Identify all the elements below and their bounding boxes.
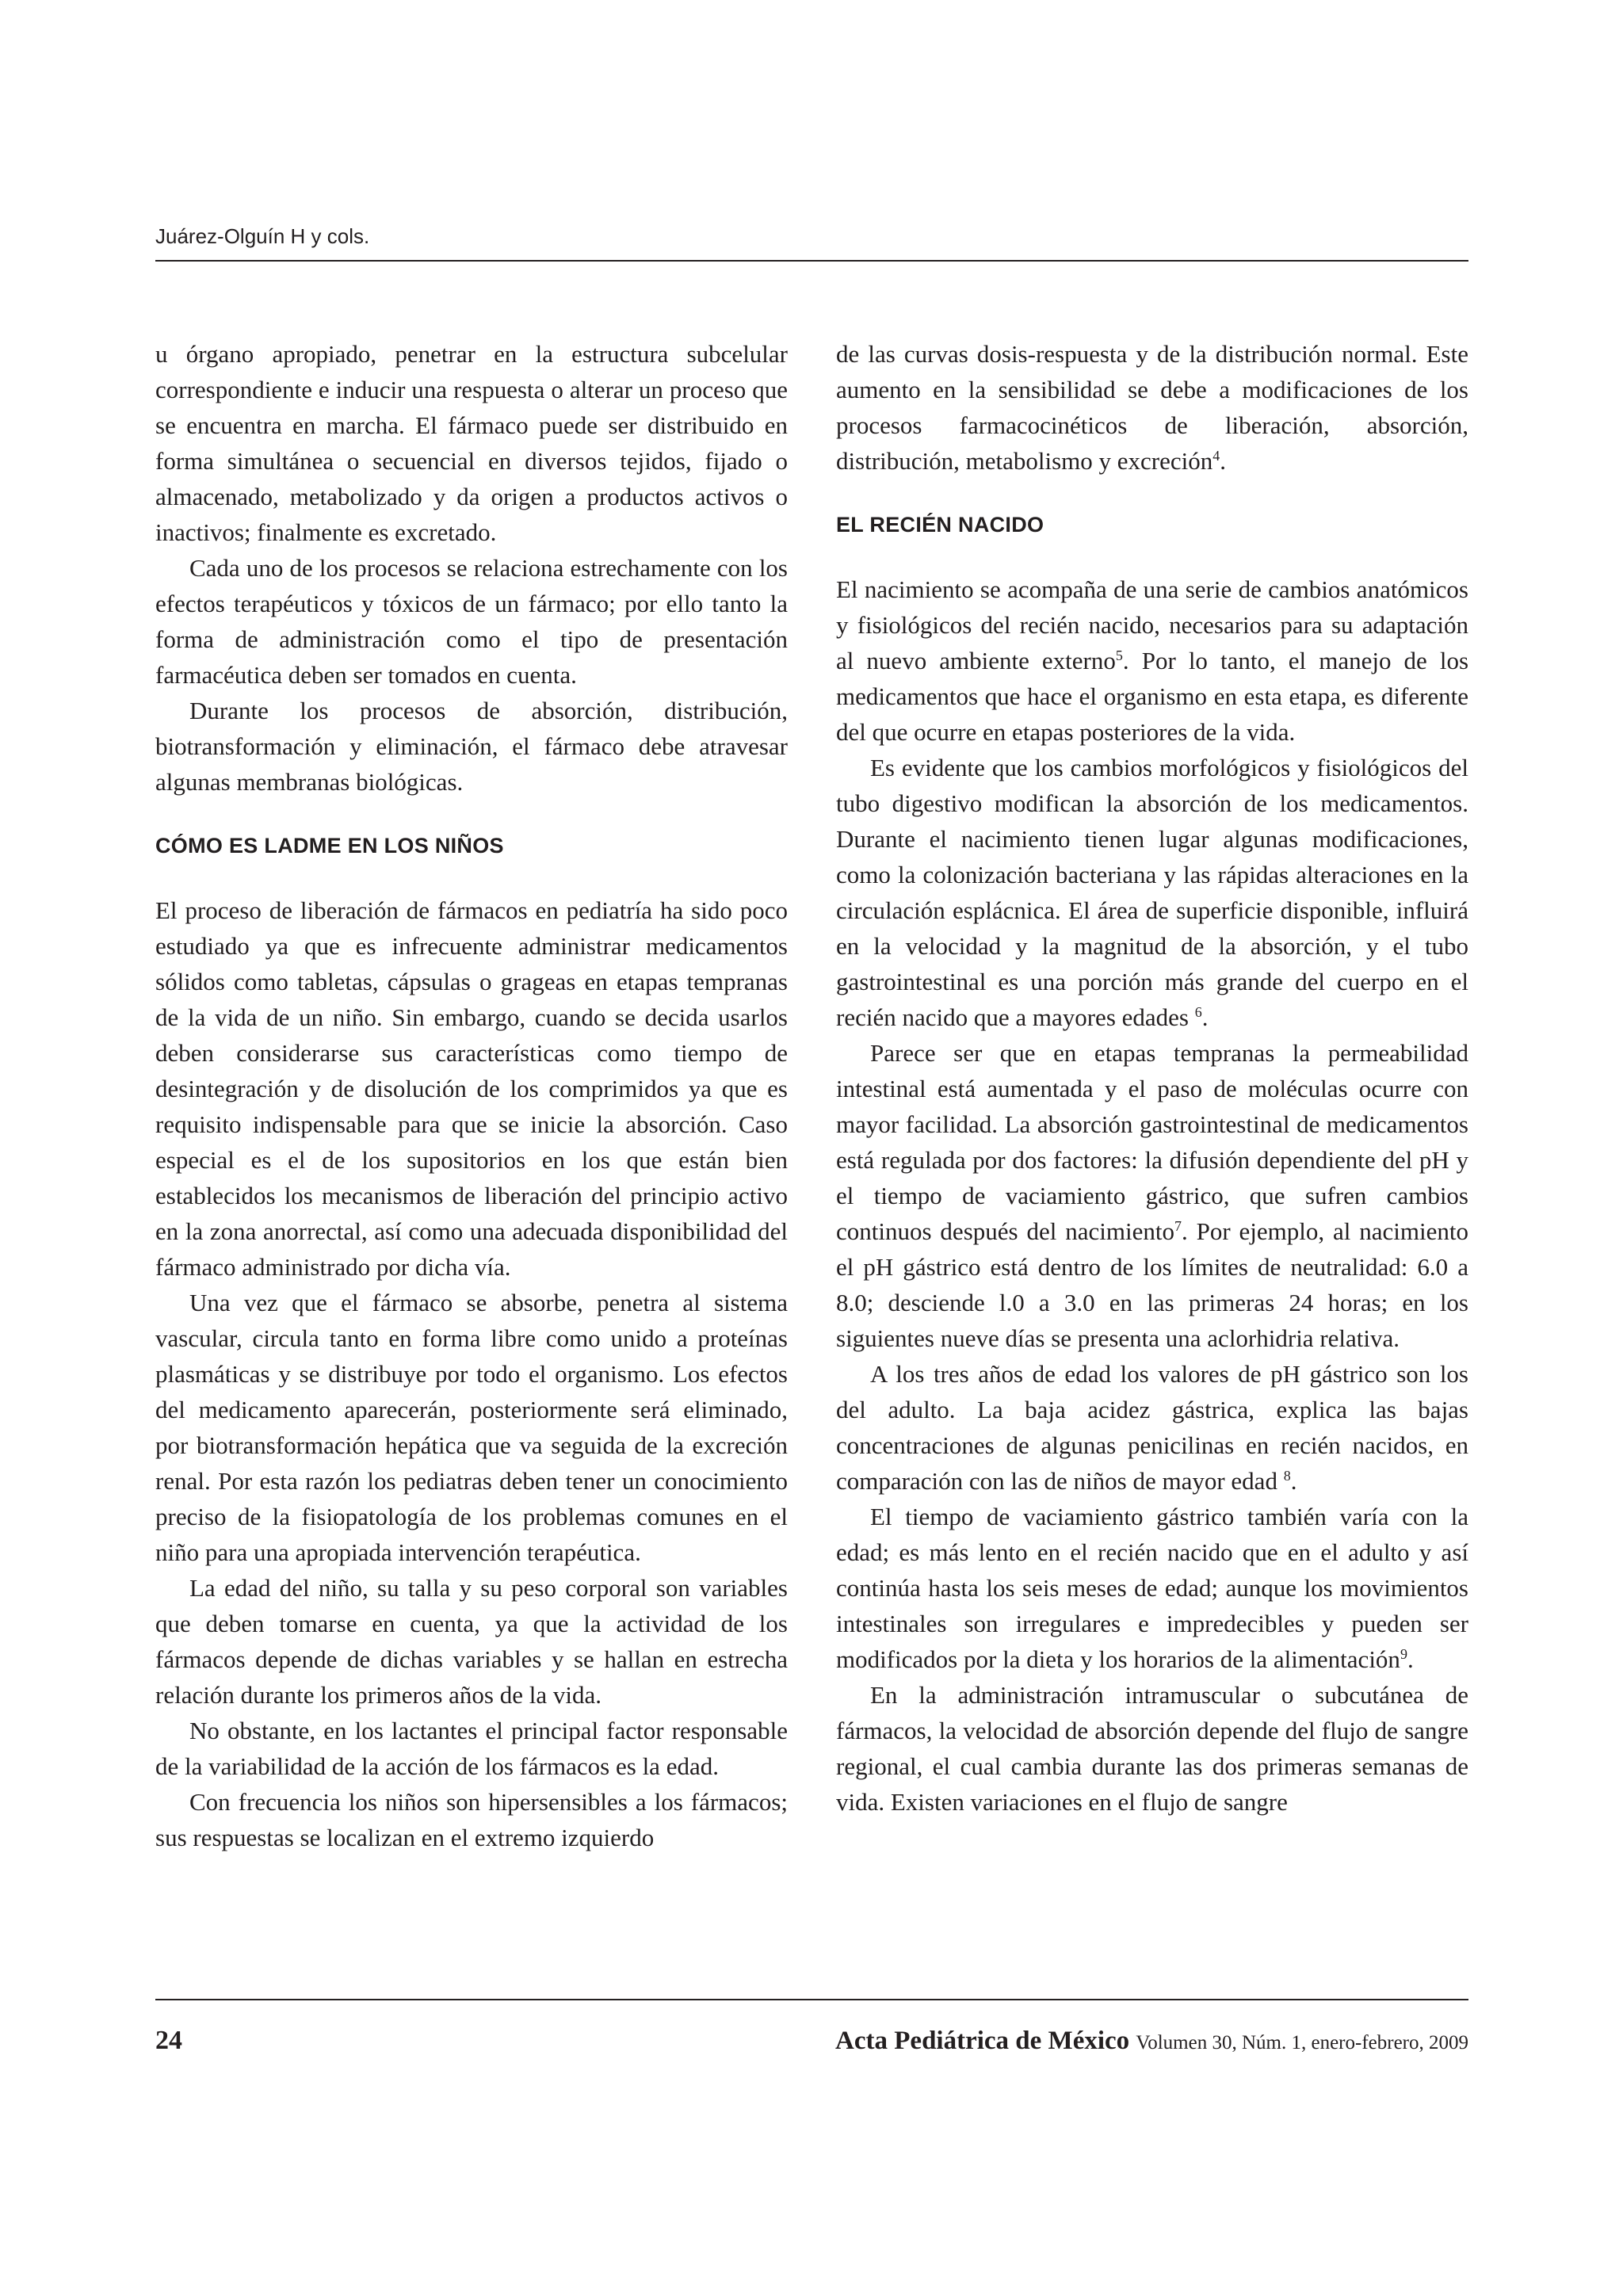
paragraph: El proceso de liberación de fármacos en pediatría ha sido poco estudiado ya que es infrecuente administrar medicamentos sólidos como tabletas, cápsulas o grageas en etapas tempranas de la vida de un niño. Sin embargo, cuando se decida usarlos deben considerarse sus características como tiempo de desintegración y de disolución de los comprimidos ya que es requisito indispensable para que se inicie la absorción. Caso especial es el de los supositorios en los que están bien establecidos los mecanismos de liberación del principio activo en la zona anorrectal, así como una adecuada disponibilidad del fármaco administrado por dicha vía.	[155, 896, 788, 1281]
reference-marker: 9	[1400, 1646, 1407, 1662]
section-heading-recien-nacido: EL RECIÉN NACIDO	[836, 513, 1044, 537]
reference-marker: 7	[1174, 1218, 1182, 1234]
paragraph-text: . Por ejemplo, al nacimiento el pH gástrico está dentro de los límites de neutralidad: 6.0 a 8.0; desciende l.0 a 3.0 en las primeras 24 horas; en los siguientes nueve días se presenta una aclorhidria relativa.	[836, 1217, 1469, 1352]
paragraph-text: de las curvas dosis-respuesta y de la distribución normal. Este aumento en la sensibilidad se debe a modificaciones de los procesos farmacocinéticos de liberación, absorción, distribución, metabolismo y excreción	[836, 340, 1468, 475]
section-heading-ladme: CÓMO ES LADME EN LOS NIÑOS	[155, 834, 504, 858]
left-column	[155, 336, 788, 1855]
paragraph-text: A los tres años de edad los valores de pH gástrico son los del adulto. La baja acidez gástrica, explica las bajas concentraciones de algunas penicilinas en recién nacidos, en comparación con las de niños de mayor edad	[836, 1360, 1468, 1495]
paragraph: Una vez que el fármaco se absorbe, penetra al sistema vascular, circula tanto en forma libre como unido a proteínas plasmáticas y se distribuye por todo el organismo. Los efectos del medicamento aparecerán, posteriormente será eliminado, por biotransformación hepática que va seguida de la excreción renal. Por esta razón los pediatras deben tener un conocimiento preciso de la fisiopatología de los problemas comunes en el niño para una apropiada intervención terapéutica.	[155, 1289, 788, 1566]
paragraph: Durante los procesos de absorción, distribución, biotransformación y eliminación, el fármaco debe atravesar algunas membranas biológicas.	[155, 697, 788, 796]
paragraph	[836, 1035, 1468, 1356]
footer-rule	[155, 1999, 1468, 2000]
paragraph-text: .	[1220, 447, 1226, 475]
paragraph-text: Parece ser que en etapas tempranas la permeabilidad intestinal está aumentada y el paso de moléculas ocurre con mayor facilidad. La absorción gastrointestinal de medicamentos está regulada por dos factores: la difusión dependiente del pH y el tiempo de vaciamiento gástrico, que sufren cambios continuos después del nacimiento	[836, 1039, 1468, 1245]
volume-info: Volumen 30, Núm. 1, enero-febrero, 2009	[1136, 2032, 1468, 2053]
paragraph: En la administración intramuscular o subcutánea de fármacos, la velocidad de absorción depende del flujo de sangre regional, el cual cambia durante las dos primeras semanas de vida. Existen variaciones en el flujo de sangre	[836, 1681, 1468, 1816]
paragraph-text: El tiempo de vaciamiento gástrico también varía con la edad; es más lento en el recién nacido que en el adulto y así continúa hasta los seis meses de edad; aunque los movimientos intestinales son irregulares e impredecibles y pueden ser modificados por la dieta y los horarios de la alimentación	[836, 1503, 1468, 1673]
paragraph: Con frecuencia los niños son hipersensibles a los fármacos; sus respuestas se localizan en el extremo izquierdo	[155, 1788, 788, 1851]
paragraph-text: .	[1407, 1645, 1414, 1673]
reference-marker: 5	[1115, 648, 1123, 663]
paragraph	[836, 1356, 1468, 1499]
paragraph-text: El nacimiento se acompaña de una serie de cambios anatómicos y fisiológicos del recién nacido, necesarios para su adaptación al nuevo ambiente externo	[836, 575, 1468, 674]
journal-name: Acta Pediátrica de México	[835, 2027, 1130, 2055]
paragraph-text: .	[1201, 1003, 1209, 1031]
paragraph	[836, 336, 1468, 479]
paragraph-text: .	[1290, 1467, 1297, 1495]
paragraph: No obstante, en los lactantes el principal factor responsable de la variabilidad de la acción de los fármacos es la edad.	[155, 1717, 788, 1780]
page-number: 24	[155, 2026, 182, 2055]
right-column	[836, 336, 1468, 1820]
header-rule	[155, 260, 1468, 262]
paragraph: Cada uno de los procesos se relaciona estrechamente con los efectos terapéuticos y tóxicos de un fármaco; por ello tanto la forma de administración como el tipo de presentación farmacéutica deben ser tomados en cuenta.	[155, 554, 788, 689]
paragraph	[836, 1499, 1468, 1677]
reference-marker: 4	[1212, 448, 1220, 464]
reference-marker: 8	[1283, 1468, 1291, 1484]
paragraph: u órgano apropiado, penetrar en la estructura subcelular correspondiente e inducir una respuesta o alterar un proceso que se encuentra en marcha. El fármaco puede ser distribuido en forma simultánea o secuencial en diversos tejidos, fijado o almacenado, metabolizado y da origen a productos activos o inactivos; finalmente es excretado.	[155, 340, 788, 546]
running-head: Juárez-Olguín H y cols.	[155, 224, 370, 248]
paragraph	[836, 750, 1468, 1035]
paragraph: La edad del niño, su talla y su peso corporal son variables que deben tomarse en cuenta, ya que la actividad de los fármacos depende de dichas variables y se hallan en estrecha relación durante los primeros años de la vida.	[155, 1574, 788, 1709]
reference-marker: 6	[1194, 1004, 1202, 1020]
paragraph-text: . Por lo tanto, el manejo de los medicamentos que hace el organismo en esta etapa, es diferente del que ocurre en etapas posteriores de la vida.	[836, 647, 1469, 746]
journal-citation	[835, 2027, 1468, 2056]
paragraph	[836, 571, 1468, 750]
paragraph-text: Es evidente que los cambios morfológicos y fisiológicos del tubo digestivo modifican la absorción de los medicamentos. Durante el nacimiento tienen lugar algunas modificaciones, como la colonización bacteriana y las rápidas alteraciones en la circulación esplácnica. El área de superficie disponible, influirá en la velocidad y la magnitud de la absorción, y el tubo gastrointestinal es una porción más grande del cuerpo en el recién nacido que a mayores edades	[836, 754, 1468, 1031]
